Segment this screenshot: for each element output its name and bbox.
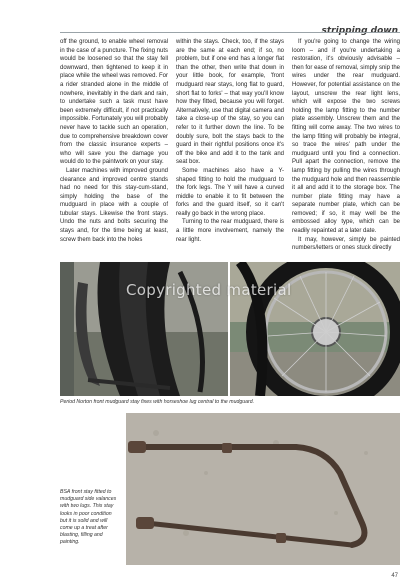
photo-caption-bottom: BSA front stay fitted to mudguard side valances with two lugs. This stay looks in poor condition but it is solid and will come up a treat after blasting, filling and painting.	[60, 489, 117, 546]
bsa-stay-illustration	[126, 413, 400, 565]
text-columns	[60, 38, 400, 260]
text-column-2	[176, 38, 284, 260]
paragraph: Turning to the rear mudguard, there is a little more involvement, namely the rear light.	[176, 219, 284, 243]
section-title: stripping down	[321, 26, 398, 36]
paragraph: within the stays. Check, too, if the stays are the same at each end; if so, no problem, but if one end has a longer flat than the other, then write that down in your little book, for example, 'front mudguard rear stays, long flat to guard, short flat to forks' – that way you'll know how they fitted, because you will forget. Alternatively, use that digital camera and take a close-up of the stay, so you can refer to it further down the line. To be doubly sure, bolt the stays back to the guard in their rightful positions once it's off the bike and add it to the tank and seat box.	[176, 39, 284, 166]
paragraph: It may, however, simply be painted numbers/letters or ones stuck directly	[292, 236, 400, 252]
text-column-3	[292, 38, 400, 260]
header-rule	[60, 32, 400, 33]
paragraph: Later machines with improved ground clearance and improved centre stands had no need for this stay-cum-stand, simply holding the base of the mudguard in place with a couple of tubular stays. Likewise the front stays. Undo the nuts and bolts securing the stays and, for the time being at least, screw them back into the holes	[60, 167, 168, 243]
copyright-watermark: Copyrighted material	[126, 281, 292, 299]
bsa-stay-photo	[126, 413, 400, 565]
paragraph: If you're going to change the wiring loom – and if you're undertaking a restoration, it's obviously advisable – then for ease of removal, simply snip the wires under the rear mudguard. However, for potential assistance on the layout, unscrew the rear light lens, which will expose the two screws holding the lamp fitting to the number plate assembly. Unscrew them and the fitting will come away. The two wires to the lamp fitting will probably be integral, so trace the wires' path under the mudguard until you find a connection. Pull apart the connection, remove the lamp fitting by pulling the wires through the mudguard hole and then reassemble it all and add it to the storage box. The number plate fitting may have a separate number plate, which can be removed; if so, it may well be the embossed alloy type, which can be readily repainted at a later date.	[292, 39, 400, 235]
page-number: 47	[391, 573, 398, 579]
text-column-1	[60, 38, 168, 260]
paragraph: off the ground, to enable wheel removal in the case of a puncture. The fixing nuts would be loosened so that the stay fell downward, then tightened to keep it in place while the wheel was removed. For a rider stranded alone in the middle of nowhere, inevitably in the dark and rain, to undertake such a task must have been extremely difficult, if not practically impossible. Fortunately you will probably never have to tackle such an operation, due to comprehensive breakdown cover from the classic insurance experts – who will save you the damage you would do to the paintwork on your stay.	[60, 39, 168, 166]
paragraph: Some machines also have a Y-shaped fitting to hold the mudguard to the fork legs. The Y will have a curved middle to enable it to fit between the forks and the guard itself, so it can't really go back in the wrong place.	[176, 167, 284, 217]
page-header	[0, 12, 416, 34]
photo-caption-top: Period Norton front mudguard stay fixes with horseshoe lug central to the mudguard.	[60, 399, 255, 405]
